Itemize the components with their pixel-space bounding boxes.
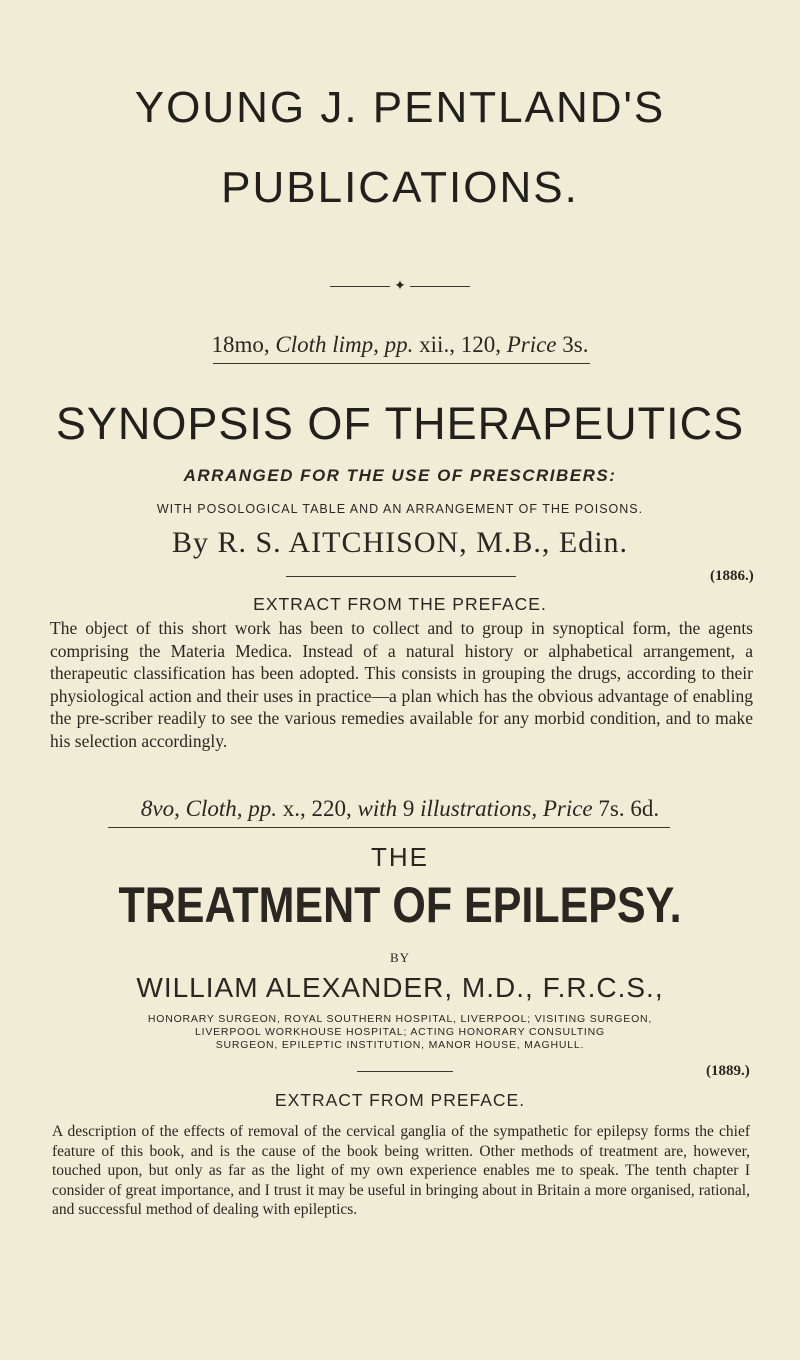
book2-by: BY [389,950,411,965]
book1-extract-heading: EXTRACT FROM THE PREFACE. [253,594,547,614]
ornament-icon: ✦ [394,279,406,294]
book2-credentials-line2: LIVERPOOL WORKHOUSE HOSPITAL; ACTING HONORARY CONSULTING [194,1026,606,1038]
book1-extract-text: The object of this short work has been to collect and to group in synoptical form, the agents comprising the Materia Medica. Instead of a natural history or alphabetical arrangement, a therapeutic classification has been adopted. This consists in grouping the drugs, according to their physiological action and their uses in practice—a plan which has the obvious advantage of enabling the pre-scriber readily to see the various remedies available for any morbid condition, and to make his selection accordingly. [50,618,753,751]
ornament-line-right [410,286,470,287]
book2-illustrations-count: 9 [402,796,415,821]
book2-format-size: 8vo, [140,796,180,821]
book2-price-label: Price [542,796,593,821]
book1-rule [286,576,516,577]
book2-format-rest: Cloth, pp. [185,796,277,821]
book2-price: 7s. 6d. [598,796,660,821]
book1-format-underline [213,363,590,364]
book1-format-size: 18mo, [211,332,270,357]
book1-format-rest: Cloth limp, pp. [275,332,414,357]
book2-format-line [0,796,800,822]
book1-format-line [0,332,800,358]
book1-pages: xii., 120, [419,332,501,357]
book1-author: By R. S. AITCHISON, M.B., Edin. [171,526,629,559]
book2-year: (1889.) [706,1063,750,1079]
publications-heading: PUBLICATIONS. [221,163,579,212]
book2-pages: x., 220, [282,796,352,821]
ornament-line-left [330,286,390,287]
book1-title: SYNOPSIS OF THERAPEUTICS [55,398,745,449]
book2-credentials [0,1013,800,1052]
ornament-divider [0,278,800,295]
book2-format-underline [108,827,670,828]
book1-year: (1886.) [710,568,754,584]
book2-extract-heading: EXTRACT FROM PREFACE. [274,1090,526,1110]
book2-with-label: with [357,796,398,821]
book2-credentials-line3: SURGEON, EPILEPTIC INSTITUTION, MANOR HOUSE, MAGHULL. [215,1039,585,1051]
book1-subtitle: ARRANGED FOR THE USE OF PRESCRIBERS: [183,466,617,485]
publisher-name: YOUNG J. PENTLAND'S [134,83,666,132]
book2-title: TREATMENT OF EPILEPSY. [118,877,682,933]
book1-price-label: Price [506,332,557,357]
book2-credentials-line1: HONORARY SURGEON, ROYAL SOUTHERN HOSPITAL, LIVERPOOL; VISITING SURGEON, [147,1013,653,1025]
book2-illustrations-label: illustrations, [420,796,538,821]
book1-price: 3s. [562,332,589,357]
book2-extract-text: A description of the effects of removal of the cervical ganglia of the sympathetic for epilepsy forms the chief feature of this book, and is the cause of the book being written. Other methods of treatment are, however, touched upon, but only as far as the light of my own experience enables me to speak. The tenth chapter I consider of great importance, and I trust it may be useful in bringing about in Britain a more organised, rational, and successful method of dealing with epileptics. [52,1123,750,1218]
book2-author: WILLIAM ALEXANDER, M.D., F.R.C.S., [136,972,664,1003]
book2-rule [357,1071,453,1072]
book2-title-the: THE [371,842,429,872]
book1-subsubtitle: WITH POSOLOGICAL TABLE AND AN ARRANGEMENT OF THE POISONS. [156,502,644,516]
